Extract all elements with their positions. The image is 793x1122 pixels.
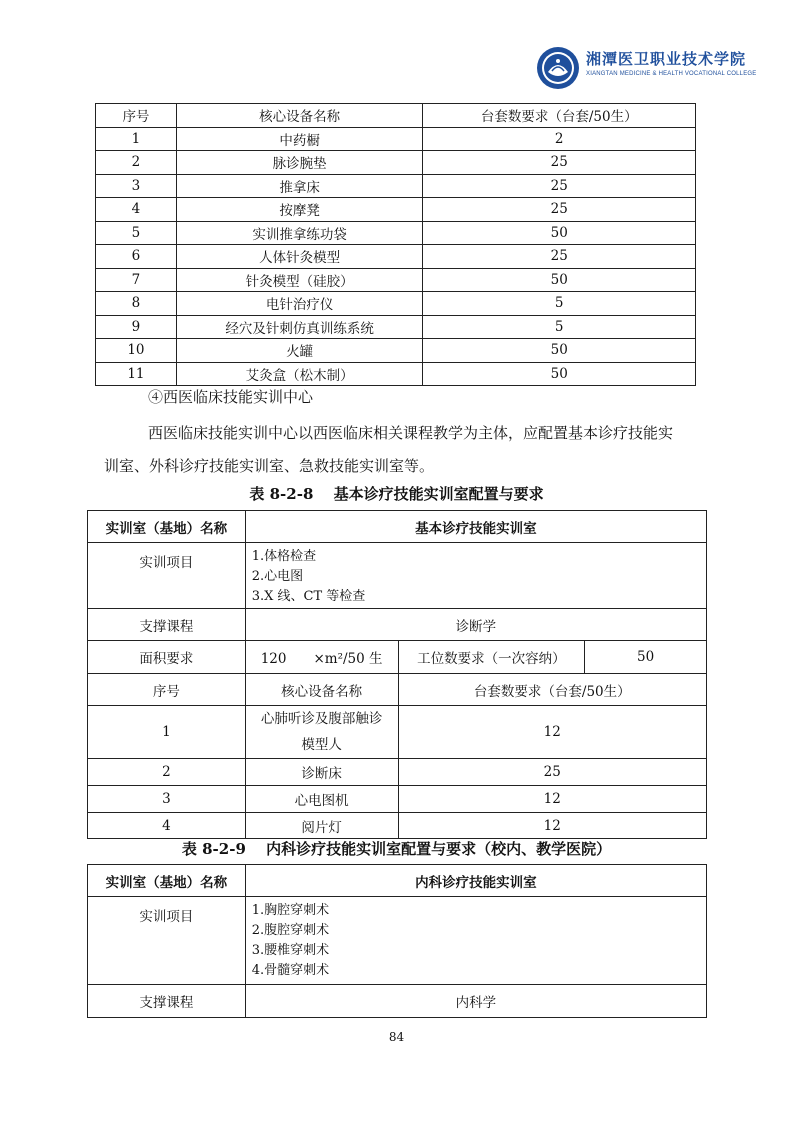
course-label: 支撑课程 — [88, 609, 246, 641]
station-value: 50 — [585, 641, 707, 674]
col-header-no: 序号 — [88, 674, 246, 706]
row-name: 人体针灸模型 — [176, 245, 423, 269]
row-no: 9 — [96, 315, 177, 339]
col-header-qty: 台套数要求（台套/50生） — [398, 674, 706, 706]
col-header-name: 核心设备名称 — [245, 674, 398, 706]
row-qty: 50 — [423, 339, 696, 363]
college-name-cn: 湘潭医卫职业技术学院 — [586, 50, 747, 68]
row-qty: 25 — [423, 198, 696, 222]
project-list — [245, 897, 706, 985]
row-name: 推拿床 — [176, 174, 423, 198]
course-label: 支撑课程 — [88, 985, 246, 1018]
row-qty: 5 — [423, 315, 696, 339]
table-8-2-8 — [87, 510, 707, 839]
row-qty: 25 — [423, 245, 696, 269]
row-name: 脉诊腕垫 — [176, 151, 423, 175]
col-header-no: 序号 — [96, 104, 177, 128]
table-row — [96, 292, 696, 316]
project-item: 4.骨髓穿刺术 — [251, 963, 330, 978]
project-item: 3.腰椎穿刺术 — [251, 943, 330, 958]
row-name: 针灸模型（硅胶） — [176, 268, 423, 292]
row-name: 艾灸盒（松木制） — [176, 362, 423, 386]
table-row — [88, 759, 707, 786]
table-row — [96, 221, 696, 245]
table-row — [96, 174, 696, 198]
row-no: 4 — [88, 813, 246, 839]
college-logo — [536, 44, 757, 90]
row-name: 阅片灯 — [245, 813, 398, 839]
row-no: 11 — [96, 362, 177, 386]
row-name: 中药橱 — [176, 127, 423, 151]
row-no: 7 — [96, 268, 177, 292]
paragraph-line-2: 训室、外科诊疗技能实训室、急救技能实训室等。 — [104, 457, 435, 475]
area-value: 120 ×m²/50 生 — [245, 641, 398, 674]
row-no: 6 — [96, 245, 177, 269]
row-name: 火罐 — [176, 339, 423, 363]
room-name: 内科诊疗技能实训室 — [245, 865, 706, 897]
room-label: 实训室（基地）名称 — [88, 511, 246, 543]
station-label: 工位数要求（一次容纳） — [398, 641, 585, 674]
table-row — [88, 786, 707, 813]
row-name: 经穴及针刺仿真训练系统 — [176, 315, 423, 339]
row-no: 8 — [96, 292, 177, 316]
row-qty: 25 — [423, 174, 696, 198]
project-item: 2.腹腔穿刺术 — [251, 923, 330, 938]
table-row — [96, 268, 696, 292]
row-qty: 25 — [398, 759, 706, 786]
project-item: 3.X 线、CT 等检查 — [251, 589, 366, 604]
course-value: 诊断学 — [245, 609, 706, 641]
row-name: 按摩凳 — [176, 198, 423, 222]
row-name: 电针治疗仪 — [176, 292, 423, 316]
row-no: 2 — [96, 151, 177, 175]
college-name-en: XIANGTAN MEDICINE & HEALTH VOCATIONAL COLLEGE — [586, 71, 757, 77]
room-label: 实训室（基地）名称 — [88, 865, 246, 897]
table-row — [96, 315, 696, 339]
table-8-2-9 — [87, 864, 707, 1018]
table-row — [96, 198, 696, 222]
row-qty: 12 — [398, 813, 706, 839]
row-qty: 12 — [398, 786, 706, 813]
table-8-2-8-caption: 表 8-2-8 基本诊疗技能实训室配置与要求 — [249, 485, 544, 503]
row-no: 10 — [96, 339, 177, 363]
room-name: 基本诊疗技能实训室 — [245, 511, 706, 543]
col-header-name: 核心设备名称 — [176, 104, 423, 128]
area-label: 面积要求 — [88, 641, 246, 674]
row-qty: 2 — [423, 127, 696, 151]
table-row — [96, 339, 696, 363]
row-qty: 12 — [398, 706, 706, 759]
row-name-line-1: 心肺听诊及腹部触诊 — [260, 711, 383, 727]
table-row — [88, 813, 707, 839]
row-qty: 50 — [423, 221, 696, 245]
row-no: 3 — [96, 174, 177, 198]
row-no: 1 — [96, 127, 177, 151]
paragraph-line-1: 西医临床技能实训中心以西医临床相关课程教学为主体，应配置基本诊疗技能实 — [148, 424, 674, 442]
row-no: 2 — [88, 759, 246, 786]
project-item: 1.体格检查 — [251, 549, 317, 564]
project-item: 2.心电图 — [251, 569, 304, 584]
row-name — [245, 706, 398, 759]
row-qty: 25 — [423, 151, 696, 175]
table-row — [96, 127, 696, 151]
col-header-qty: 台套数要求（台套/50生） — [423, 104, 696, 128]
project-label: 实训项目 — [88, 543, 246, 609]
equipment-table-tcm — [95, 103, 696, 386]
row-no: 5 — [96, 221, 177, 245]
row-qty: 5 — [423, 292, 696, 316]
table-header-row — [96, 104, 696, 128]
row-name-line-2: 模型人 — [301, 737, 342, 753]
section-heading: ④西医临床技能实训中心 — [148, 388, 314, 406]
table-8-2-9-caption: 表 8-2-9 内科诊疗技能实训室配置与要求（校内、教学医院） — [181, 840, 612, 858]
table-row — [96, 151, 696, 175]
row-no: 1 — [88, 706, 246, 759]
page-number: 84 — [388, 1030, 405, 1044]
project-item: 1.胸腔穿刺术 — [251, 903, 330, 918]
page-header — [0, 0, 793, 100]
row-name: 实训推拿练功袋 — [176, 221, 423, 245]
row-no: 4 — [96, 198, 177, 222]
row-name: 心电图机 — [245, 786, 398, 813]
row-name: 诊断床 — [245, 759, 398, 786]
project-label: 实训项目 — [88, 897, 246, 985]
row-qty: 50 — [423, 268, 696, 292]
table-row — [88, 706, 707, 759]
college-emblem-icon — [536, 46, 580, 90]
table-row — [96, 245, 696, 269]
row-no: 3 — [88, 786, 246, 813]
project-list — [245, 543, 706, 609]
course-value: 内科学 — [245, 985, 706, 1018]
row-qty: 50 — [423, 362, 696, 386]
